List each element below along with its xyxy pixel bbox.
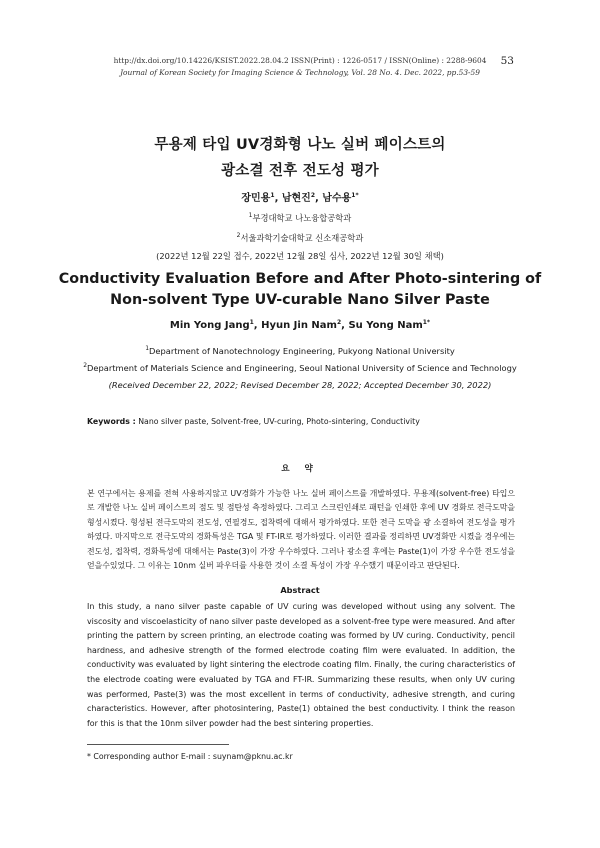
footnote-rule: [87, 744, 229, 745]
author-name: Hyun Jin Nam: [261, 320, 337, 331]
author-sep: ,: [341, 320, 349, 331]
author-sep: ,: [315, 193, 323, 204]
english-title-line1: Conductivity Evaluation Before and After Photo-sintering of: [58, 271, 542, 287]
footnote-marker: *: [87, 752, 91, 761]
aff-sup: 1: [145, 345, 150, 352]
english-affiliation-1: [0, 346, 600, 356]
aff-sup: 2: [83, 362, 88, 369]
author-name: Su Yong Nam: [348, 320, 423, 331]
korean-dates: (2022년 12월 22일 접수, 2022년 12월 28일 심사, 2022년 12월 30일 채택): [156, 251, 444, 261]
author-sup: 1*: [351, 192, 359, 199]
aff-text: 서울과학기술대학교 신소재공학과: [240, 233, 364, 243]
received-dates: (Received December 22, 2022; Revised December 28, 2022; Accepted December 30, 2022): [108, 380, 492, 390]
footnote: [87, 752, 293, 761]
author-sep: ,: [253, 320, 262, 331]
keywords: [87, 417, 420, 426]
aff-sup: 2: [236, 232, 241, 239]
footnote-text: Corresponding author E-mail : suynam@pknu.ac.kr: [93, 752, 293, 761]
korean-affiliation-2: [0, 232, 600, 244]
author-sup: 2: [310, 192, 316, 199]
author-sup: 1: [270, 192, 275, 199]
author-name: 남수용: [322, 193, 352, 204]
aff-text: 부경대학교 나노융합공학과: [252, 213, 352, 223]
keywords-label: Keywords :: [87, 417, 136, 426]
aff-text: Department of Nanotechnology Engineering, Pukyong National University: [149, 346, 455, 356]
doi-issn-line: http://dx.doi.org/10.14226/KSIST.2022.28.04.2 ISSN(Print) : 1226-0517 / ISSN(Online) : 2288-9604: [113, 56, 487, 65]
author-name: 장민용: [241, 193, 271, 204]
abstract-heading: Abstract: [280, 585, 320, 595]
english-title-line2: Non-solvent Type UV-curable Nano Silver Paste: [110, 292, 490, 308]
author-sup: 2: [336, 319, 342, 326]
author-name: Min Yong Jang: [169, 320, 250, 331]
abstract-body: In this study, a nano silver paste capable of UV curing was developed without using any solvent. The viscosity and viscoelasticity of nano silver paste developed as a solvent-free type were measured. And after printing the pattern by screen printing, an electrode coating was formed by UV curing. Conductivity, pencil hardness, and adhesive strength of the formed electrode coating film were evaluated. In addition, the conductivity was evaluated by light sintering the electrode coating film. Finally, the curing characteristics of the electrode coating were evaluated by TGA and FT-IR. Summarizing these results, when only UV curing was performed, Paste(3) was the most excellent in terms of conductivity, adhesive strength, and curing characteristics. However, after photosintering, Paste(1) obtained the best conductivity. I think the reason for this is that the 10nm silver powder had the best sintering properties.: [87, 602, 515, 728]
korean-affiliation-1: [0, 212, 600, 224]
author-name: 남현진: [281, 193, 311, 204]
author-sup: 1*: [422, 319, 431, 326]
aff-sup: 1: [248, 212, 253, 219]
page-number: 53: [500, 55, 514, 67]
journal-citation-line: Journal of Korean Society for Imaging Science & Technology, Vol. 28 No. 4. Dec. 2022, pp.53-59: [120, 68, 480, 77]
korean-abstract-body: 본 연구에서는 용제를 전혀 사용하지않고 UV경화가 가능한 나노 실버 페이스트를 개발하였다. 무용제(solvent-free) 타입으로 개발한 나노 실버 페이스트의 점도 및 점탄성 측정하였다. 그리고 스크린인쇄로 패턴을 인쇄한 후에 UV 경화로 전극도막을 형성시켰다. 형성된 전극도막의 전도성, 연필경도, 접착력에 대해서 평가하였다. 또한 전극 도막을 광 소결하여 전도성을 평가하였다. 마지막으로 전극도막의 경화특성은 TGA 및 FT-IR로 평가하였다. 이러한 결과를 정리하면 UV경화만 시켰을 경우에는 전도성, 접착력, 경화특성에 대해서는 Paste(3)이 가장 우수하였다. 그러나 광소결 후에는 Paste(1)이 가장 우수한 전도성을 얻을수있었다. 그 이유는 10nm 실버 파우더를 사용한 것이 소결 특성이 가장 우수했기 때문이라고 판단된다.: [87, 489, 515, 571]
korean-authors: [0, 189, 600, 204]
keywords-text: Nano silver paste, Solvent-free, UV-curing, Photo-sintering, Conductivity: [138, 417, 420, 426]
author-sup: 1: [249, 319, 254, 326]
korean-title-line2: 광소결 전후 전도성 평가: [221, 163, 379, 179]
english-affiliation-2: [0, 363, 600, 373]
korean-abstract-heading: 요 약: [281, 464, 319, 474]
english-authors: [0, 320, 600, 331]
korean-title-line1: 무용제 타입 UV경화형 나노 실버 페이스트의: [154, 137, 446, 153]
author-sep: ,: [274, 193, 282, 204]
aff-text: Department of Materials Science and Engineering, Seoul National University of Science and Technology: [87, 363, 517, 373]
